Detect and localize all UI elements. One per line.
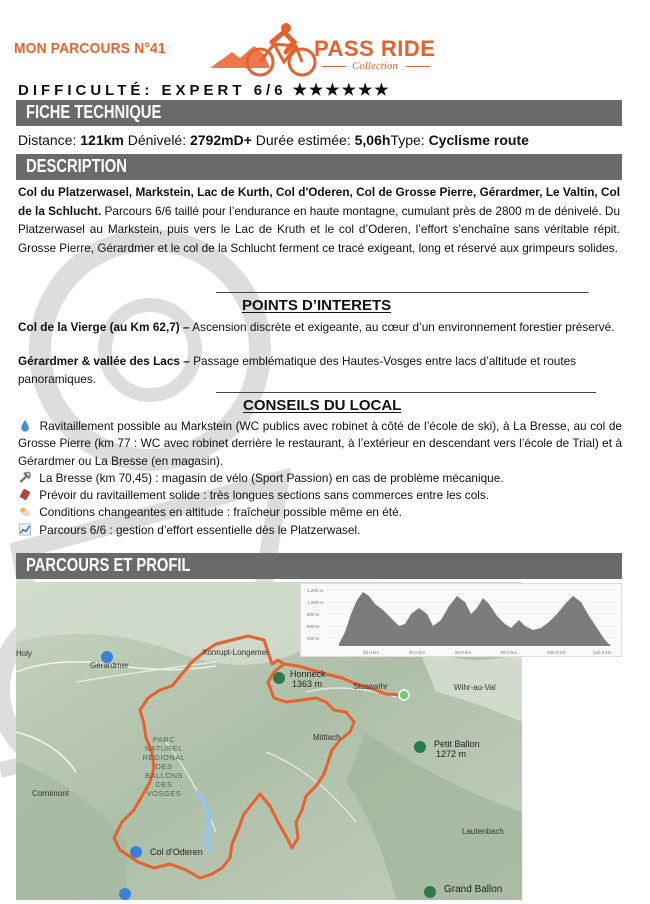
description-body: Parcours 6/6 taillé pour l’endurance en haute montagne, cumulant près de 2800 m de dénivelé. Du Platzerwasel au Markstein, puis vers le Lac de Kruth et le col d’Oderen, l’effort s’enchaîne sans véritable répit. Grosse Pierre, Gérardmer et le col de la Schlucht ferment ce tracé exigeant, long et réservé aux grimpeurs solides. [18,203,621,255]
divider [406,66,430,67]
section-description [16,154,622,180]
conseil-text: Prévoir du ravitaillement solide : très longues sections sans commerces entre les cols. [36,488,490,503]
map-label: Lautenbach [462,827,504,836]
conseil-item [18,470,622,487]
section-fiche-technique [16,100,622,126]
difficulty-label: DIFFICULTÉ: EXPERT 6/6 [18,82,287,99]
chart-icon [18,523,32,536]
summit-icon[interactable] [273,672,285,684]
conseil-item [18,522,622,539]
fiche-technique-line [18,132,622,148]
y-tick: 400 m [307,636,320,641]
section-title: FICHE TECHNIQUE [26,102,162,122]
description-text [18,183,620,257]
y-tick: 600 m [307,624,320,629]
x-tick: 20.0 km [363,650,380,655]
y-tick: 1,200 m [307,588,324,593]
map-label: Petit Ballon [434,739,480,749]
distance-value: 121km [80,132,124,148]
map-label: BALLONS [144,771,184,780]
poi-camera-icon[interactable] [119,888,131,900]
poi-text: Ascension discrète et exigeante, au cœur d’un environnement forestier préservé. [189,320,615,334]
points-interets-title: POINTS D’INTERETS [242,297,392,314]
x-tick: 100.0 km [547,650,566,655]
poi-item [18,353,618,388]
conseil-item [18,504,622,521]
denivele-label: Dénivelé: [123,132,190,148]
elevation-area [339,592,611,646]
poi-text: Passage emblématique des Hautes-Vosges entre lacs d’altitude et routes panoramiques. [18,354,577,386]
conseil-text: La Bresse (km 70,45) : magasin de vélo (Sport Passion) en cas de problème mécanique. [36,470,504,485]
summit-icon[interactable] [424,886,436,898]
brand-subtitle: Collection [352,60,398,72]
tools-icon [18,471,32,484]
description-lead: Col du Platzerwasel, Markstein, Lac de Kurth, Col d'Oderen, Col de Grosse Pierre, Gérardmer, Le Valtin, Col de la Schlucht. [18,185,620,218]
elevation-profile [300,583,622,657]
section-title: PARCOURS ET PROFIL [26,555,191,575]
duree-label: Durée estimée: [251,132,355,148]
elevation-chart [301,584,621,656]
distance-label: Distance: [18,132,81,148]
conseil-item [18,418,622,470]
poi-camera-icon[interactable] [130,846,142,858]
divider [216,392,596,393]
denivele-value: 2792mD+ [190,132,252,148]
pass-ride-logo [210,22,460,78]
map-label: DES [155,762,173,771]
weather-icon [18,505,32,518]
x-tick: 40.0 km [409,650,426,655]
x-tick: 60.0 km [455,650,472,655]
difficulty-rating [18,80,391,100]
map-label: PARC [152,735,176,744]
map-label: Col d'Oderen [150,847,203,857]
conseil-text: Parcours 6/6 : gestion d’effort essentielle dès le Platzerwasel. [36,522,361,537]
poi-item [18,319,618,337]
difficulty-stars: ★★★★★★ [292,82,391,99]
cyclist-logo-icon [210,22,320,78]
map-label: 1272 m [436,749,467,759]
duree-value: 5,06h [354,132,391,148]
map-label: Cornimont [32,789,69,798]
map-label: Honneck [290,669,326,679]
conseils-list [18,418,622,539]
map-label: Xonrupt-Longemer [202,648,269,657]
conseil-item [18,487,622,504]
map-label: 1363 m [292,679,323,689]
map-label: Holy [16,649,33,658]
conseil-text: Conditions changeantes en altitude : fraîcheur possible même en été. [36,505,402,520]
map-label: Mittlach [313,733,341,742]
x-tick: 80.0 km [501,650,518,655]
section-title: DESCRIPTION [26,156,127,176]
map-label: VOSGES [146,789,182,798]
poi-name: Col de la Vierge (au Km 62,7) – [18,320,190,334]
type-label: Type: [390,132,429,148]
conseil-text: Ravitaillement possible au Markstein (WC publics avec robinet à côté de l’école de ski), à La Bresse, au col de Grosse Pierre (km 77 : WC avec robinet derrière le restaurant, à l’extérieur en descendant vers l’école de Trial) et à Gérardmer ou La Bresse (en magasin). [18,419,622,468]
map-label: RÉGIONAL [142,753,186,762]
map-label: Wihr-au-Val [454,683,496,692]
section-parcours-profil [16,553,622,579]
brand-name: PASS RIDE [314,36,436,61]
map-label: DES [155,780,173,789]
y-tick: 800 m [307,612,320,617]
map-label: Stosswihr [353,682,388,691]
summit-icon[interactable] [414,741,426,753]
type-value: Cyclisme route [428,132,529,148]
poi-name: Gérardmer & vallée des Lacs – [18,354,190,368]
conseils-title: CONSEILS DU LOCAL [243,397,402,414]
y-tick: 1,000 m [307,600,324,605]
map-label: NATUREL [145,744,183,753]
x-tick: 120.0 km [593,650,612,655]
divider [322,66,346,67]
energy-bar-icon [18,488,32,501]
water-drop-icon [18,419,32,432]
parcours-number: MON PARCOURS N°41 [14,40,166,57]
divider [216,292,588,293]
start-marker[interactable] [399,690,409,700]
map-label: Gérardmer [90,661,129,670]
map-label: Grand Ballon [444,884,503,895]
